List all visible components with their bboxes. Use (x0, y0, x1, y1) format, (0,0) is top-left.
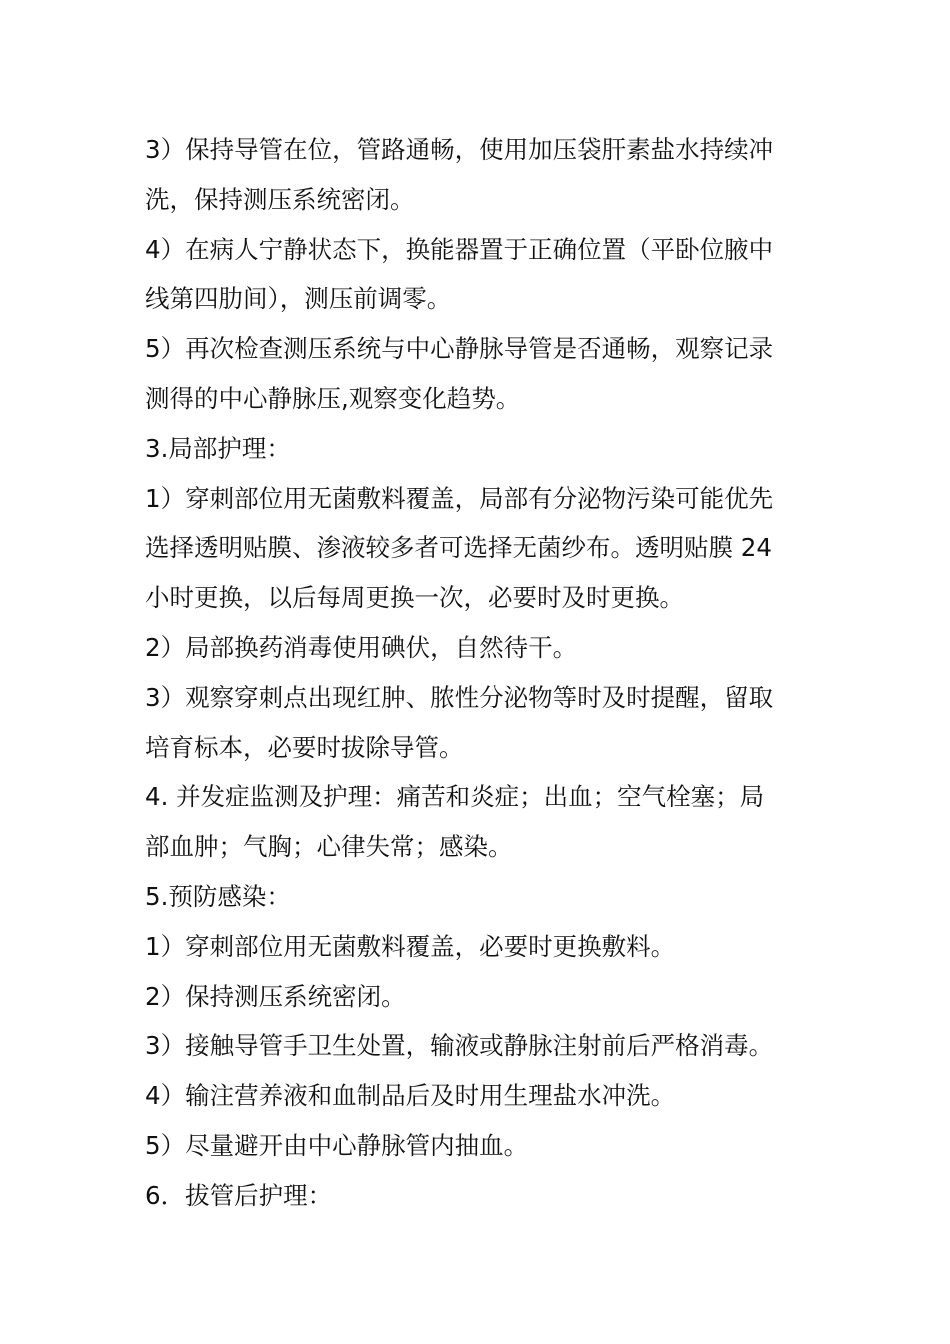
section-heading-post-removal-care (145, 1171, 810, 1221)
text-line: 3）保持导管在位，管路通畅，使用加压袋肝素盐水持续冲 (145, 135, 774, 164)
section-heading: 3.局部护理： (145, 433, 291, 463)
text-line: 2）保持测压系统密闭。 (145, 981, 406, 1011)
paragraph-infection-2 (145, 972, 810, 1022)
text-line: 4）在病人宁静状态下，换能器置于正确位置（平卧位腋中 (145, 234, 774, 264)
text-line: 3）接触导管手卫生处置，输液或静脉注射前后严格消毒。 (145, 1031, 774, 1061)
section-heading: 4. 并发症监测及护理：痛苦和炎症；出血；空气栓塞；局 (145, 782, 765, 812)
section-heading-local-care (145, 424, 810, 474)
section-heading-infection-prevention (145, 872, 810, 922)
text-line: 部血肿；气胸；心律失常；感染。 (145, 832, 513, 862)
section-heading: 6．拔管后护理： (145, 1180, 333, 1210)
text-line: 小时更换，以后每周更换一次，必要时及时更换。 (145, 583, 684, 613)
paragraph-monitor-4 (145, 225, 810, 325)
paragraph-local-care-3 (145, 673, 810, 773)
paragraph-infection-4 (145, 1071, 810, 1121)
text-line: 选择透明贴膜、渗液较多者可选择无菌纱布。透明贴膜 24 (145, 533, 772, 563)
text-line: 测得的中心静脉压,观察变化趋势。 (145, 383, 521, 413)
text-line: 培育标本，必要时拔除导管。 (145, 732, 464, 762)
paragraph-monitor-5 (145, 324, 810, 424)
text-line: 4）输注营养液和血制品后及时用生理盐水冲洗。 (145, 1081, 676, 1111)
text-line: 5）尽量避开由中心静脉管内抽血。 (145, 1130, 529, 1160)
paragraph-infection-5 (145, 1121, 810, 1171)
paragraph-infection-3 (145, 1021, 810, 1071)
text-line: 1）穿刺部位用无菌敷料覆盖，局部有分泌物污染可能优先 (145, 483, 774, 513)
text-line: 2）局部换药消毒使用碘伏，自然待干。 (145, 632, 578, 662)
text-line: 3）观察穿刺点出现红肿、脓性分泌物等时及时提醒，留取 (145, 682, 774, 712)
section-heading-complications (145, 772, 810, 872)
paragraph-local-care-1 (145, 474, 810, 623)
text-line: 线第四肋间），测压前调零。 (145, 284, 452, 314)
section-heading: 5.预防感染： (145, 881, 291, 911)
paragraph-monitor-3 (145, 125, 810, 225)
text-line: 洗，保持测压系统密闭。 (145, 184, 415, 214)
paragraph-infection-1 (145, 922, 810, 972)
text-line: 1）穿刺部位用无菌敷料覆盖，必要时更换敷料。 (145, 931, 676, 961)
document-body (145, 125, 810, 1221)
text-line: 5）再次检查测压系统与中心静脉导管是否通畅，观察记录 (145, 334, 774, 364)
paragraph-local-care-2 (145, 623, 810, 673)
